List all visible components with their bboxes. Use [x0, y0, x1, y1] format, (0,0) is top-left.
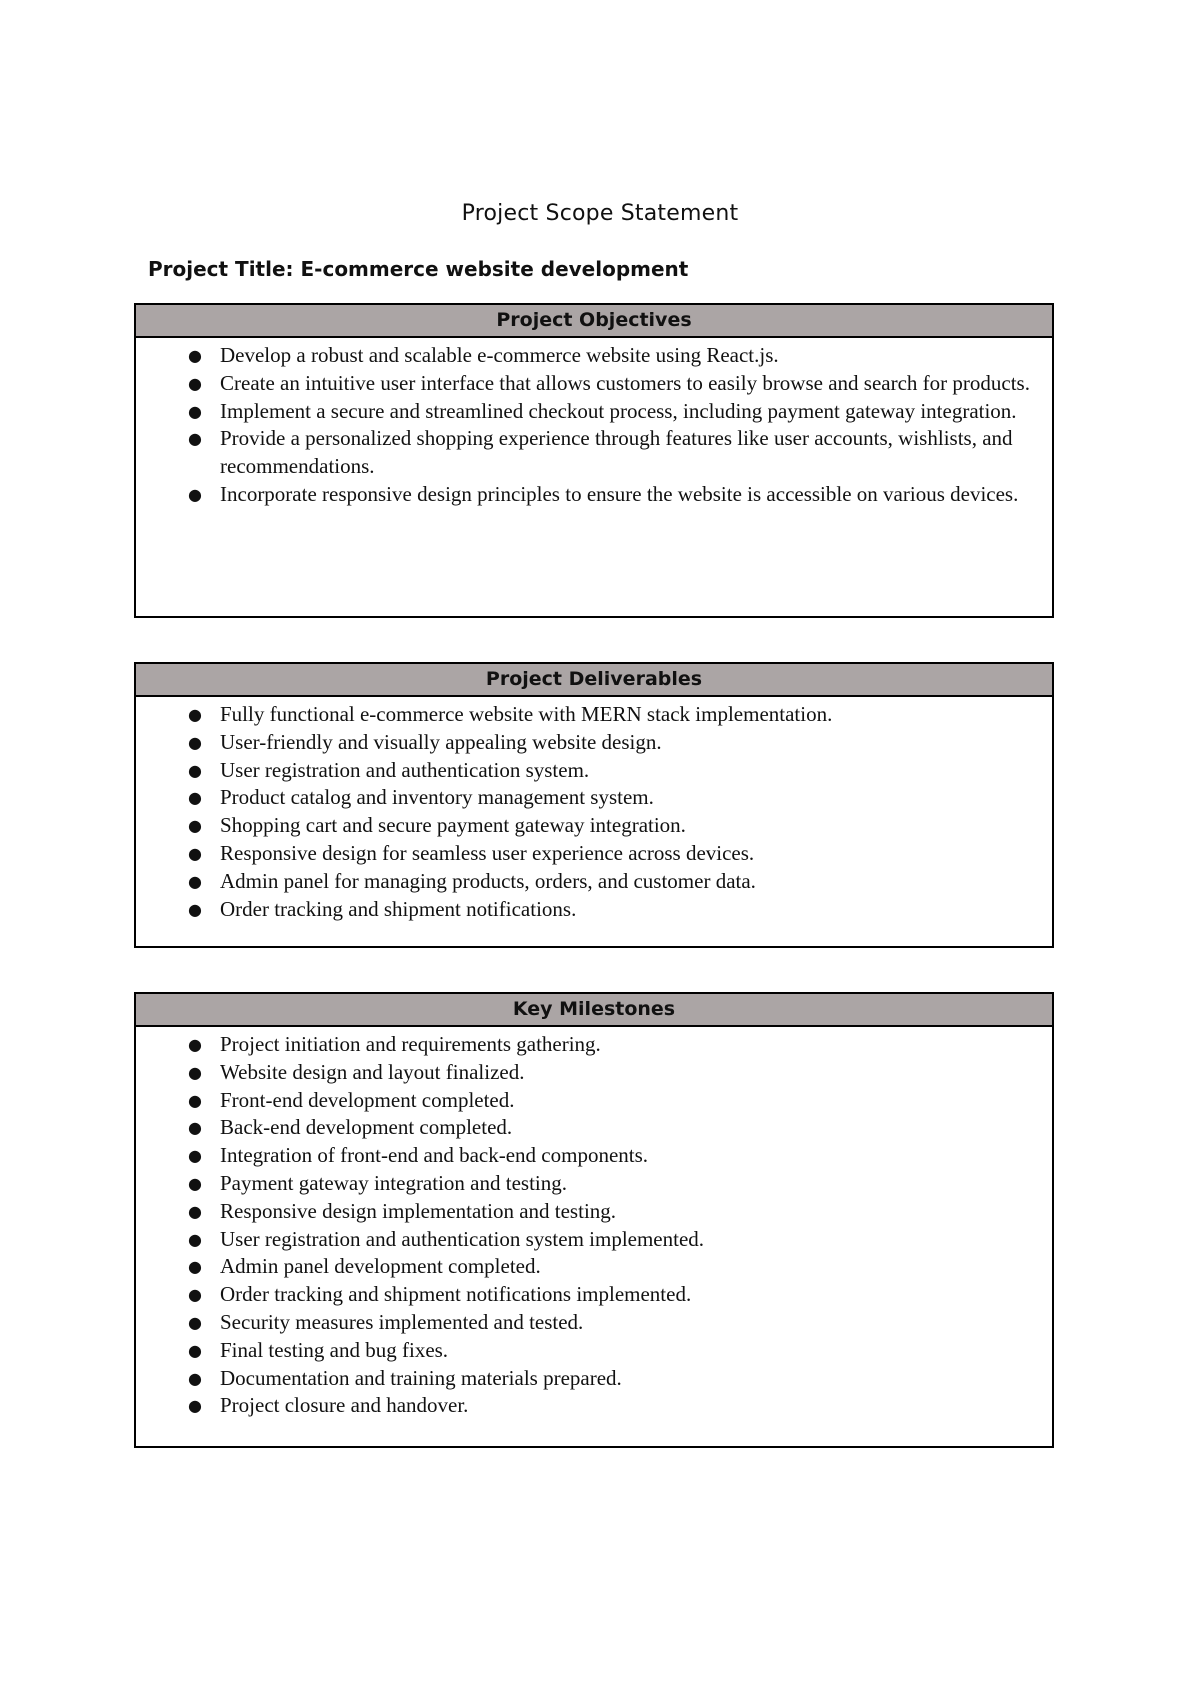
milestone-item-text: Documentation and training materials prepared. — [220, 1365, 622, 1390]
project-title: Project Title: E-commerce website development — [148, 257, 689, 281]
deliverable-item-text: Product catalog and inventory management system. — [220, 785, 654, 810]
milestone-item-text: Responsive design implementation and testing. — [220, 1198, 617, 1223]
milestone-item-text: Payment gateway integration and testing. — [220, 1170, 567, 1195]
objective-item — [136, 342, 1032, 370]
bullet-icon: ● — [188, 899, 202, 919]
milestone-item-text: Final testing and bug fixes. — [220, 1337, 449, 1362]
deliverables-header: Project Deliverables — [136, 664, 1052, 697]
objective-item-text: Provide a personalized shopping experience through features like user accounts, wishlists, and recommendations. — [220, 426, 1013, 479]
deliverable-item-text: User-friendly and visually appealing website design. — [220, 729, 662, 754]
milestone-item-text: User registration and authentication system implemented. — [220, 1226, 705, 1251]
milestones-body — [136, 1027, 1052, 1420]
objective-item-text: Create an intuitive user interface that allows customers to easily browse and search for products. — [220, 370, 1030, 395]
deliverable-item — [136, 896, 1032, 924]
objective-item — [136, 425, 1032, 481]
bullet-icon: ● — [188, 346, 202, 365]
objective-item — [136, 370, 1032, 398]
milestone-item — [136, 1142, 1032, 1170]
deliverable-item — [136, 840, 1032, 868]
bullet-icon: ● — [188, 871, 202, 891]
objective-item — [136, 398, 1032, 426]
milestones-section — [134, 992, 1054, 1448]
milestone-item-text: Order tracking and shipment notifications implemented. — [220, 1282, 692, 1307]
bullet-icon: ● — [188, 1285, 202, 1305]
bullet-icon: ● — [188, 788, 202, 808]
milestone-item — [136, 1198, 1032, 1226]
milestone-item — [136, 1031, 1032, 1059]
bullet-icon: ● — [188, 732, 202, 752]
bullet-icon: ● — [188, 1146, 202, 1166]
deliverables-section — [134, 662, 1054, 948]
milestones-list — [136, 1031, 1032, 1420]
bullet-icon: ● — [188, 484, 202, 504]
objectives-body — [136, 338, 1052, 509]
objective-item-text: Incorporate responsive design principles to ensure the website is accessible on various devices. — [220, 481, 1019, 506]
deliverables-body — [136, 697, 1052, 923]
objectives-list — [136, 342, 1032, 509]
milestone-item — [136, 1059, 1032, 1087]
bullet-icon: ● — [188, 1312, 202, 1332]
milestone-item — [136, 1309, 1032, 1337]
bullet-icon: ● — [188, 843, 202, 863]
objective-item-text: Develop a robust and scalable e-commerce website using React.js. — [220, 343, 779, 367]
milestone-item-text: Security measures implemented and tested. — [220, 1309, 584, 1334]
milestone-item-text: Integration of front-end and back-end components. — [220, 1143, 649, 1168]
deliverable-item-text: Responsive design for seamless user experience across devices. — [220, 840, 755, 865]
bullet-icon: ● — [188, 1229, 202, 1249]
bullet-icon: ● — [188, 1340, 202, 1360]
bullet-icon: ● — [188, 816, 202, 836]
bullet-icon: ● — [188, 1201, 202, 1221]
deliverable-item-text: Order tracking and shipment notifications. — [220, 896, 577, 921]
bullet-icon: ● — [188, 1118, 202, 1138]
bullet-icon: ● — [188, 1090, 202, 1110]
deliverable-item — [136, 757, 1032, 785]
milestone-item-text: Back-end development completed. — [220, 1115, 513, 1140]
milestone-item — [136, 1365, 1032, 1393]
milestone-item — [136, 1392, 1032, 1420]
milestone-item — [136, 1226, 1032, 1254]
bullet-icon: ● — [188, 1062, 202, 1082]
milestone-item — [136, 1170, 1032, 1198]
bullet-icon: ● — [188, 1257, 202, 1277]
objectives-section — [134, 303, 1054, 618]
deliverable-item — [136, 701, 1032, 729]
milestones-header: Key Milestones — [136, 994, 1052, 1027]
objective-item-text: Implement a secure and streamlined checkout process, including payment gateway integration. — [220, 398, 1017, 423]
milestone-item — [136, 1253, 1032, 1281]
bullet-icon: ● — [188, 760, 202, 780]
bullet-icon: ● — [188, 401, 202, 421]
bullet-icon: ● — [188, 1035, 202, 1054]
milestone-item-text: Admin panel development completed. — [220, 1254, 541, 1279]
bullet-icon: ● — [188, 429, 202, 449]
milestone-item — [136, 1337, 1032, 1365]
bullet-icon: ● — [188, 705, 202, 724]
bullet-icon: ● — [188, 1173, 202, 1193]
deliverable-item — [136, 784, 1032, 812]
milestone-item — [136, 1087, 1032, 1115]
deliverables-list — [136, 701, 1032, 923]
deliverable-item-text: Admin panel for managing products, orders, and customer data. — [220, 868, 756, 893]
deliverable-item-text: Fully functional e-commerce website with MERN stack implementation. — [220, 702, 833, 726]
milestone-item-text: Website design and layout finalized. — [220, 1059, 525, 1084]
bullet-icon: ● — [188, 373, 202, 393]
milestone-item — [136, 1281, 1032, 1309]
deliverable-item — [136, 729, 1032, 757]
objective-item — [136, 481, 1032, 509]
milestone-item-text: Project initiation and requirements gathering. — [220, 1032, 601, 1056]
deliverable-item — [136, 812, 1032, 840]
document-title: Project Scope Statement — [461, 201, 739, 226]
milestone-item — [136, 1114, 1032, 1142]
milestone-item-text: Project closure and handover. — [220, 1393, 469, 1418]
deliverable-item-text: Shopping cart and secure payment gateway integration. — [220, 813, 686, 838]
bullet-icon: ● — [188, 1396, 202, 1416]
objectives-header: Project Objectives — [136, 305, 1052, 338]
milestone-item-text: Front-end development completed. — [220, 1087, 515, 1112]
deliverable-item-text: User registration and authentication system. — [220, 757, 590, 782]
bullet-icon: ● — [188, 1368, 202, 1388]
deliverable-item — [136, 868, 1032, 896]
